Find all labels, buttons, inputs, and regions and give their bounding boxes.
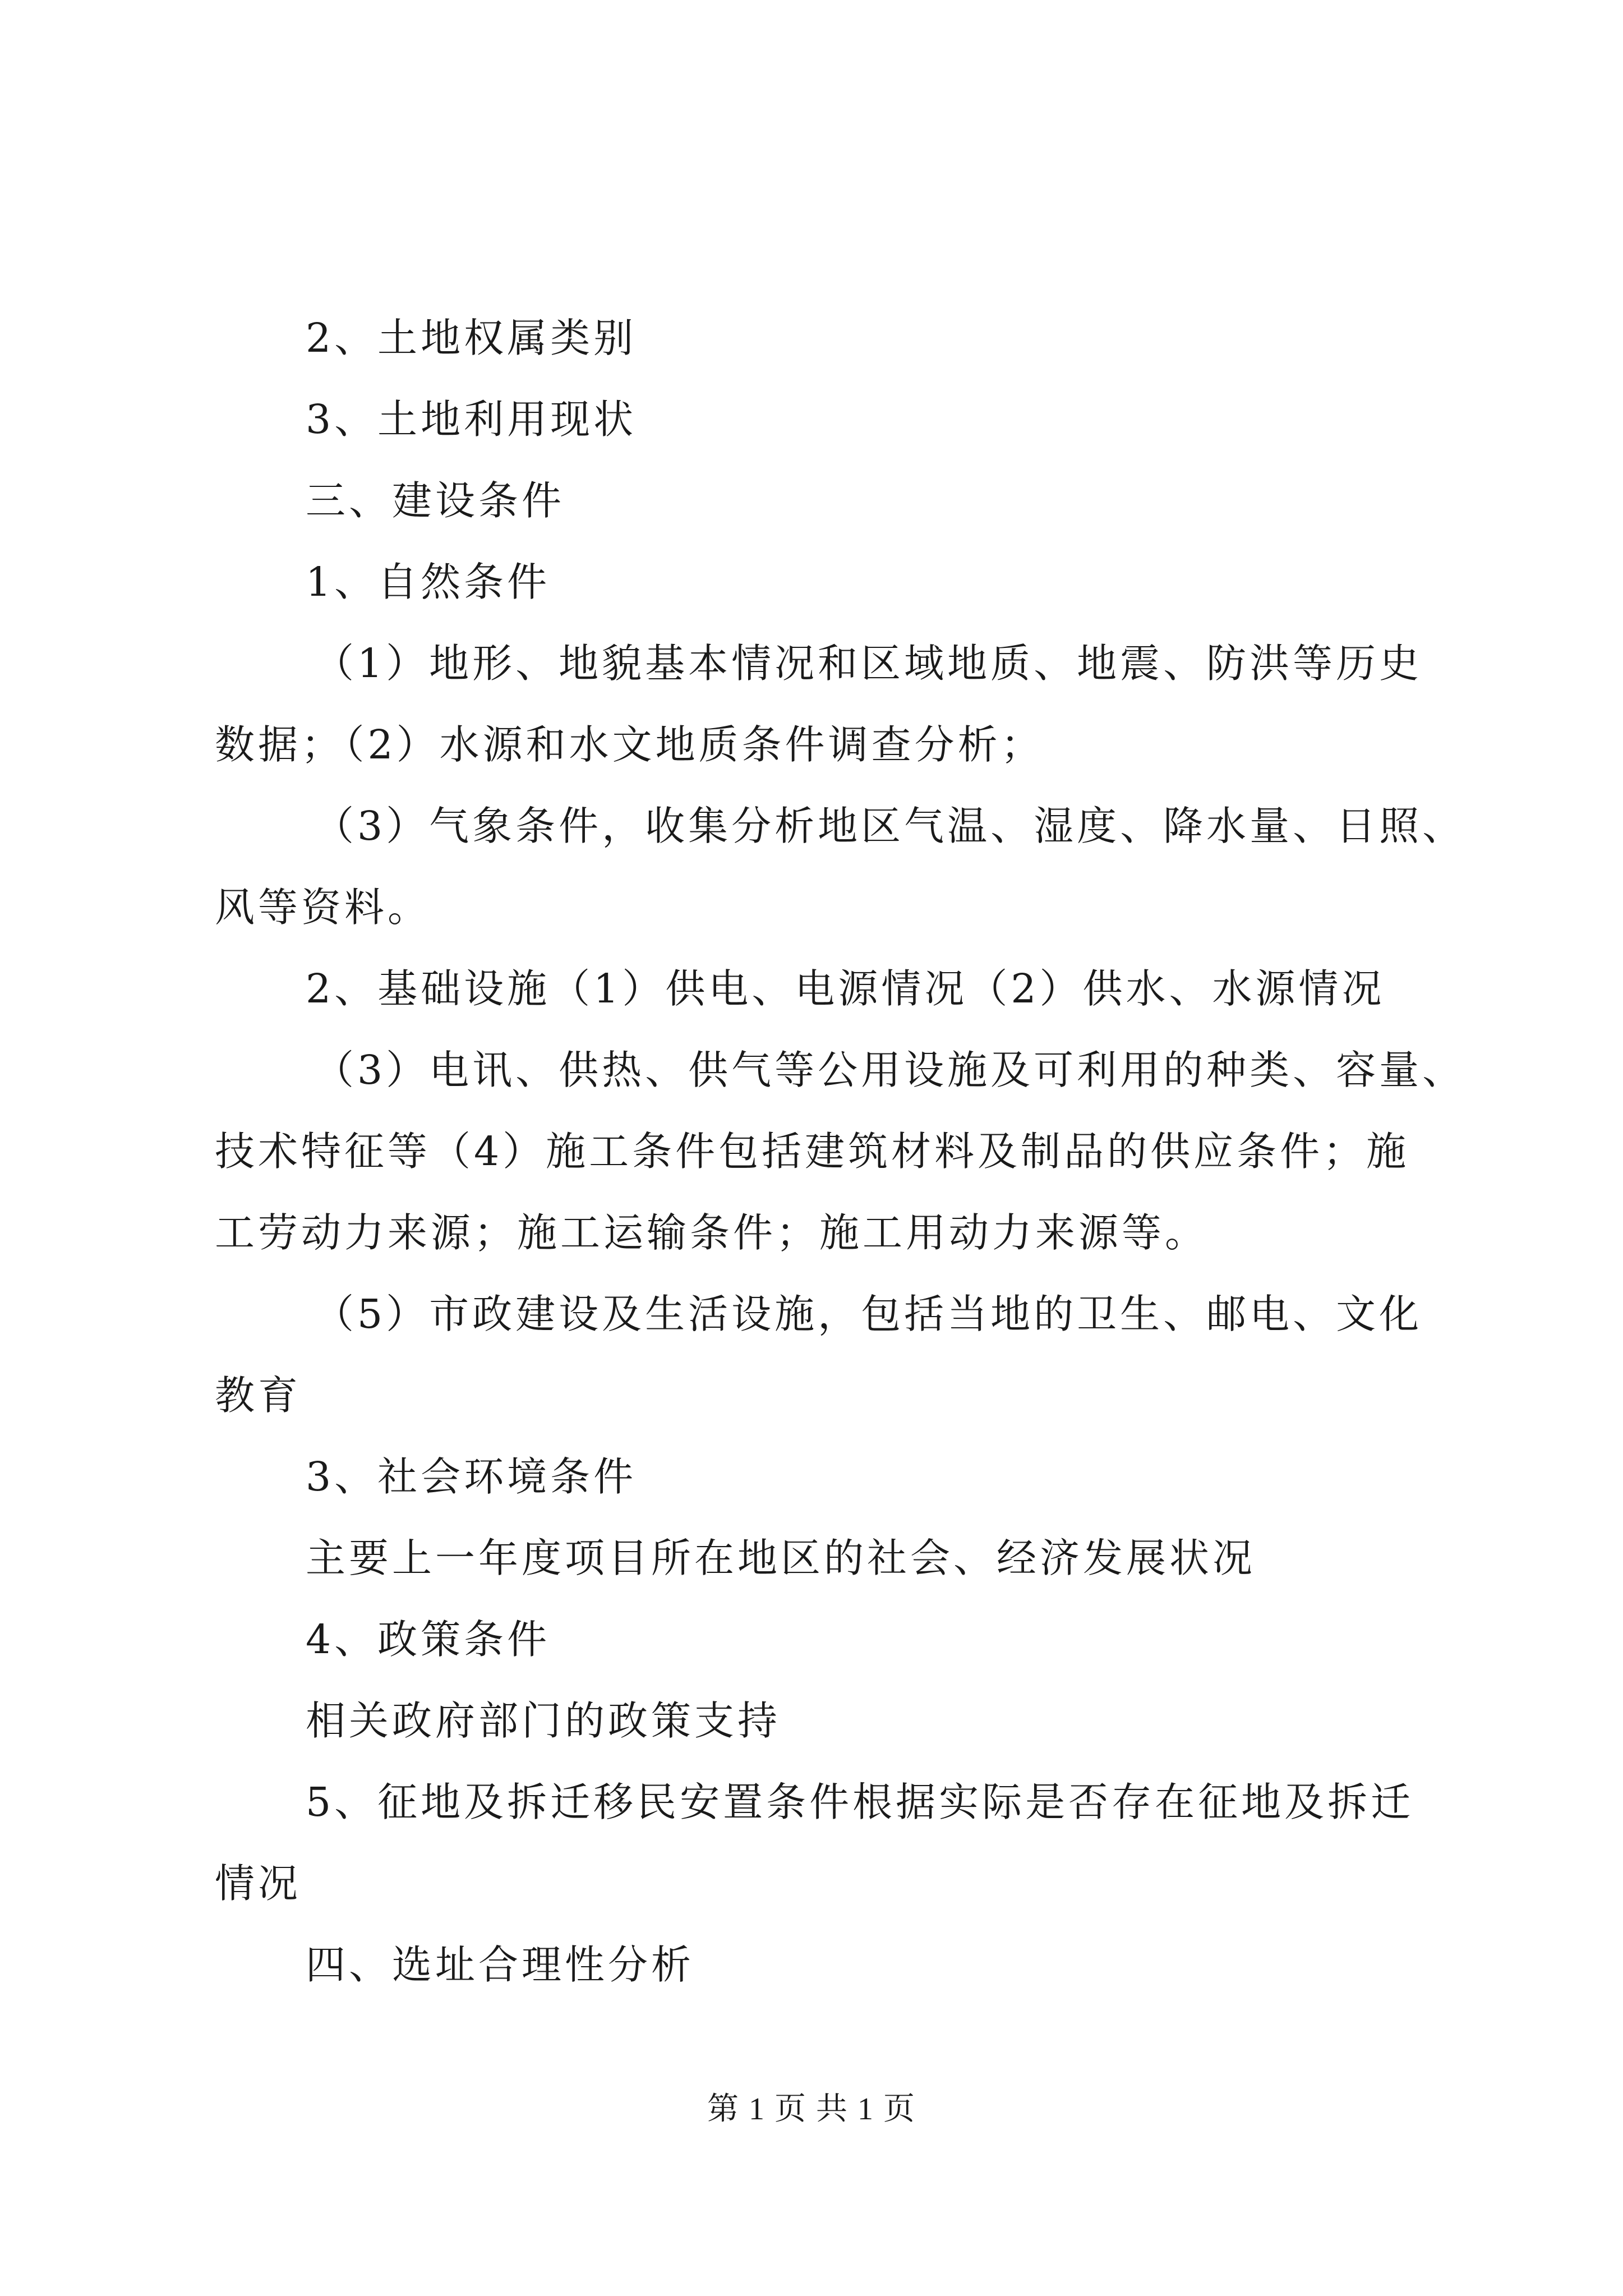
text-line: 1、自然条件	[306, 559, 551, 605]
text-line: 3、土地利用现状	[306, 396, 637, 443]
text-line: 主要上一年度项目所在地区的社会、经济发展状况	[306, 1535, 1256, 1581]
text-line: 教育	[215, 1372, 302, 1419]
text-line: （3）气象条件，收集分析地区气温、湿度、降水量、日照、	[314, 803, 1466, 849]
text-line: 情况	[215, 1860, 302, 1907]
text-line: 四、选址合理性分析	[306, 1941, 695, 1988]
text-line: 5、征地及拆迁移民安置条件根据实际是否存在征地及拆迁	[306, 1779, 1414, 1825]
text-line: 相关政府部门的政策支持	[306, 1697, 781, 1744]
text-line: 2、基础设施（1）供电、电源情况（2）供水、水源情况	[306, 965, 1385, 1012]
page-number-footer: 第 1 页 共 1 页	[707, 2092, 916, 2127]
text-line: 技术特征等（4）施工条件包括建筑材料及制品的供应条件；施	[215, 1128, 1410, 1175]
text-line: （3）电讯、供热、供气等公用设施及可利用的种类、容量、	[314, 1047, 1466, 1093]
text-line: 三、建设条件	[306, 477, 565, 524]
text-line: （5）市政建设及生活设施，包括当地的卫生、邮电、文化	[314, 1291, 1423, 1337]
text-line: 2、土地权属类别	[306, 315, 637, 361]
text-line: 风等资料。	[215, 884, 431, 931]
text-line: 4、政策条件	[306, 1616, 551, 1663]
text-line: 3、社会环境条件	[306, 1453, 637, 1500]
text-line: 工劳动力来源；施工运输条件；施工用动力来源等。	[215, 1209, 1209, 1256]
text-line: 数据；（2）水源和水文地质条件调查分析；	[215, 721, 1044, 768]
text-line: （1）地形、地貌基本情况和区域地质、地震、防洪等历史	[314, 640, 1423, 687]
